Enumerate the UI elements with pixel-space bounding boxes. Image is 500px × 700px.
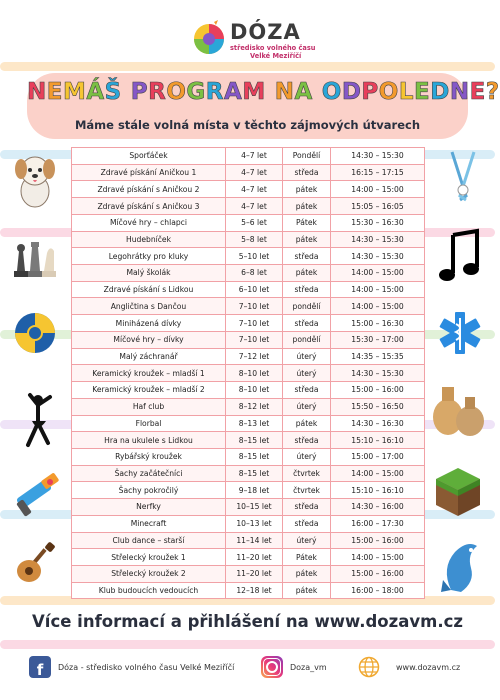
cell-day: pátek [283,565,331,582]
cell-age: 8–13 let [226,415,283,432]
cell-time: 15:50 – 16:50 [331,398,425,415]
cell-age: 8–15 let [226,465,283,482]
minecraft-block-icon [434,466,482,518]
cell-time: 14:00 – 15:00 [331,298,425,315]
handball-icon [13,311,57,355]
cell-age: 4–7 let [226,181,283,198]
pottery-icon [430,381,486,439]
cell-day: úterý [283,365,331,382]
cell-name: Keramický kroužek – mladší 2 [72,382,226,399]
cell-age: 8–12 let [226,398,283,415]
cell-day: pátek [283,415,331,432]
table-row [72,298,425,315]
chess-icon [12,237,58,279]
cell-age: 5–6 let [226,214,283,231]
cell-day: pátek [283,198,331,215]
cell-time: 14:00 – 15:00 [331,181,425,198]
headline-letter: Á [86,79,105,105]
cell-day: čtvrtek [283,482,331,499]
headline-letter: P [130,79,149,105]
table-row [72,164,425,181]
floorball-icon [446,150,480,208]
cell-time: 14:00 – 15:00 [331,265,425,282]
table-row [72,365,425,382]
headline-letter: A [224,79,243,105]
headline-letter: E [46,79,63,105]
cell-name: Šachy pokročilý [72,482,226,499]
headline-letter: E [469,79,486,105]
cell-day: středa [283,515,331,532]
table-row [72,432,425,449]
cell-day: čtvrtek [283,465,331,482]
cell-day: pátek [283,181,331,198]
headline-letter: A [294,79,313,105]
cell-time: 14:35 – 15:35 [331,348,425,365]
cell-name: Zdravé pískání Aničkou 1 [72,164,226,181]
cell-time: 14:30 – 15:30 [331,148,425,165]
dog-icon [12,151,58,209]
cell-name: Rybářský kroužek [72,448,226,465]
cell-day: středa [283,281,331,298]
nerf-gun-icon [12,474,62,520]
cell-age: 4–7 let [226,148,283,165]
cell-name: Míčové hry – chlapci [72,214,226,231]
table-row [72,148,425,165]
cell-name: Zdravé pískání s Lidkou [72,281,226,298]
headline-letter: P [361,79,379,105]
cell-time: 16:00 – 17:30 [331,515,425,532]
instagram-label: Doza_vm [290,662,327,672]
table-row [72,265,425,282]
facebook-link[interactable] [29,655,234,679]
cell-time: 14:00 – 15:00 [331,465,425,482]
bg-stripe [0,640,495,649]
headline-letter: N [274,79,295,105]
cell-day: středa [283,499,331,516]
cell-time: 15:10 – 16:10 [331,432,425,449]
cell-name: Club dance – starší [72,532,226,549]
cell-day: Pátek [283,214,331,231]
headline-letter: O [321,79,342,105]
cell-age: 8–15 let [226,448,283,465]
table-row [72,331,425,348]
cell-day: pátek [283,231,331,248]
cell-day: středa [283,432,331,449]
headline-letter: R [205,79,224,105]
rescue-star-icon [438,310,482,356]
table-row [72,248,425,265]
table-row [72,515,425,532]
cell-name: Střelecký kroužek 1 [72,549,226,566]
doza-logo-icon [192,20,226,58]
table-row [72,231,425,248]
headline-letter: D [430,79,450,105]
table-row [72,415,425,432]
logo-subtitle: středisko volného času [230,44,316,52]
instagram-link[interactable] [261,655,327,679]
cell-age: 6–8 let [226,265,283,282]
cell-day: středa [283,164,331,181]
doza-logo [192,20,322,62]
cell-age: 7–12 let [226,348,283,365]
cell-time: 15:00 – 16:00 [331,382,425,399]
cell-age: 8–15 let [226,432,283,449]
cell-time: 14:00 – 15:00 [331,281,425,298]
table-row [72,315,425,332]
cell-name: Hra na ukulele s Lidkou [72,432,226,449]
table-row [72,382,425,399]
instagram-icon [261,656,283,678]
cell-age: 4–7 let [226,198,283,215]
cell-name: Minecraft [72,515,226,532]
facebook-label: Dóza - středisko volného času Velké Meziříčí [58,662,235,672]
ukulele-icon [14,543,58,585]
headline-letter: M [242,79,266,105]
table-row [72,281,425,298]
headline-letter: N [449,79,470,105]
cell-name: Šachy začátečníci [72,465,226,482]
cell-name: Keramický kroužek – mladší 1 [72,365,226,382]
cell-day: úterý [283,398,331,415]
cell-time: 15:05 – 16:05 [331,198,425,215]
cell-age: 12–18 let [226,582,283,599]
music-note-icon [437,229,481,287]
headline-letter: N [27,79,47,105]
table-row [72,198,425,215]
headline-letter: R [148,79,167,105]
globe-icon [358,656,380,678]
headline-letter: E [414,79,431,105]
cell-time: 15:30 – 17:00 [331,331,425,348]
headline-subtitle: Máme stále volná místa v těchto zájmových útvarech [74,118,421,132]
cell-time: 16:15 – 17:15 [331,164,425,181]
cell-day: Pondělí [283,148,331,165]
table-row [72,214,425,231]
cell-day: pátek [283,582,331,599]
cell-name: Míčové hry – dívky [72,331,226,348]
cell-time: 14:00 – 15:00 [331,549,425,566]
cell-name: Malý záchranář [72,348,226,365]
cell-name: Nerfky [72,499,226,516]
table-row [72,465,425,482]
table-row [72,532,425,549]
cell-day: středa [283,248,331,265]
cell-time: 15:00 – 17:00 [331,448,425,465]
cell-name: Střelecký kroužek 2 [72,565,226,582]
table-row [72,549,425,566]
table-row [72,181,425,198]
table-row [72,398,425,415]
cell-age: 8–10 let [226,382,283,399]
cell-day: pátek [283,265,331,282]
cell-name: Sporťáček [72,148,226,165]
headline-letter: M [62,79,87,105]
cell-time: 15:00 – 16:30 [331,315,425,332]
cell-name: Zdravé pískání s Aničkou 3 [72,198,226,215]
headline-letter: O [166,79,187,105]
facebook-icon: f [29,656,51,678]
cell-time: 14:30 – 15:30 [331,365,425,382]
headline-letter: D [341,79,362,105]
cell-age: 11–20 let [226,549,283,566]
headline-letter: ? [485,79,500,105]
cell-age: 11–14 let [226,532,283,549]
more-info-text: Více informací a přihlášení na www.dozavm.cz [32,612,463,631]
cell-time: 15:10 – 16:10 [331,482,425,499]
logo-subtitle-town: Velké Meziříčí [250,52,302,60]
cell-day: pondělí [283,331,331,348]
cell-name: Hudebníček [72,231,226,248]
logo-name: DÓZA [230,20,301,44]
cell-day: Pátek [283,549,331,566]
cell-name: Zdravé pískání s Aničkou 2 [72,181,226,198]
cell-name: Klub budoucích vedoucích [72,582,226,599]
cell-age: 8–10 let [226,365,283,382]
headline-letter: O [378,79,399,105]
bg-stripe [0,62,495,71]
cell-time: 14:30 – 16:00 [331,499,425,516]
fish-icon [437,538,485,594]
cell-day: středa [283,315,331,332]
cell-age: 11–20 let [226,565,283,582]
table-row [72,582,425,599]
cell-age: 7–10 let [226,331,283,348]
cell-day: středa [283,382,331,399]
schedule-table [71,147,425,599]
cell-name: Angličtina s Dančou [72,298,226,315]
cell-age: 10–15 let [226,499,283,516]
cell-age: 10–13 let [226,515,283,532]
table-row [72,482,425,499]
cell-age: 9–18 let [226,482,283,499]
cell-time: 14:30 – 16:30 [331,415,425,432]
web-link[interactable] [358,655,460,679]
cell-age: 4–7 let [226,164,283,181]
web-label: www.dozavm.cz [396,662,461,672]
table-row [72,448,425,465]
dancer-icon [20,393,56,447]
cell-time: 15:00 – 16:00 [331,565,425,582]
cell-time: 15:00 – 16:00 [331,532,425,549]
cell-name: Haf club [72,398,226,415]
cell-name: Miniházená dívky [72,315,226,332]
table-row [72,565,425,582]
cell-name: Malý školák [72,265,226,282]
table-row [72,348,425,365]
headline-letter: Š [104,79,122,105]
cell-day: pondělí [283,298,331,315]
cell-age: 7–10 let [226,315,283,332]
cell-time: 14:30 – 15:30 [331,231,425,248]
cell-name: Legohrátky pro kluky [72,248,226,265]
cell-day: úterý [283,448,331,465]
cell-name: Florbal [72,415,226,432]
cell-day: úterý [283,348,331,365]
table-row [72,499,425,516]
cell-time: 16:00 – 18:00 [331,582,425,599]
headline-letter: L [398,79,414,105]
cell-age: 5–10 let [226,248,283,265]
cell-time: 14:30 – 15:30 [331,248,425,265]
cell-time: 15:30 – 16:30 [331,214,425,231]
cell-age: 6–10 let [226,281,283,298]
headline-letter: G [186,79,206,105]
cell-age: 5–8 let [226,231,283,248]
headline-title [27,79,500,105]
cell-day: úterý [283,532,331,549]
cell-age: 7–10 let [226,298,283,315]
